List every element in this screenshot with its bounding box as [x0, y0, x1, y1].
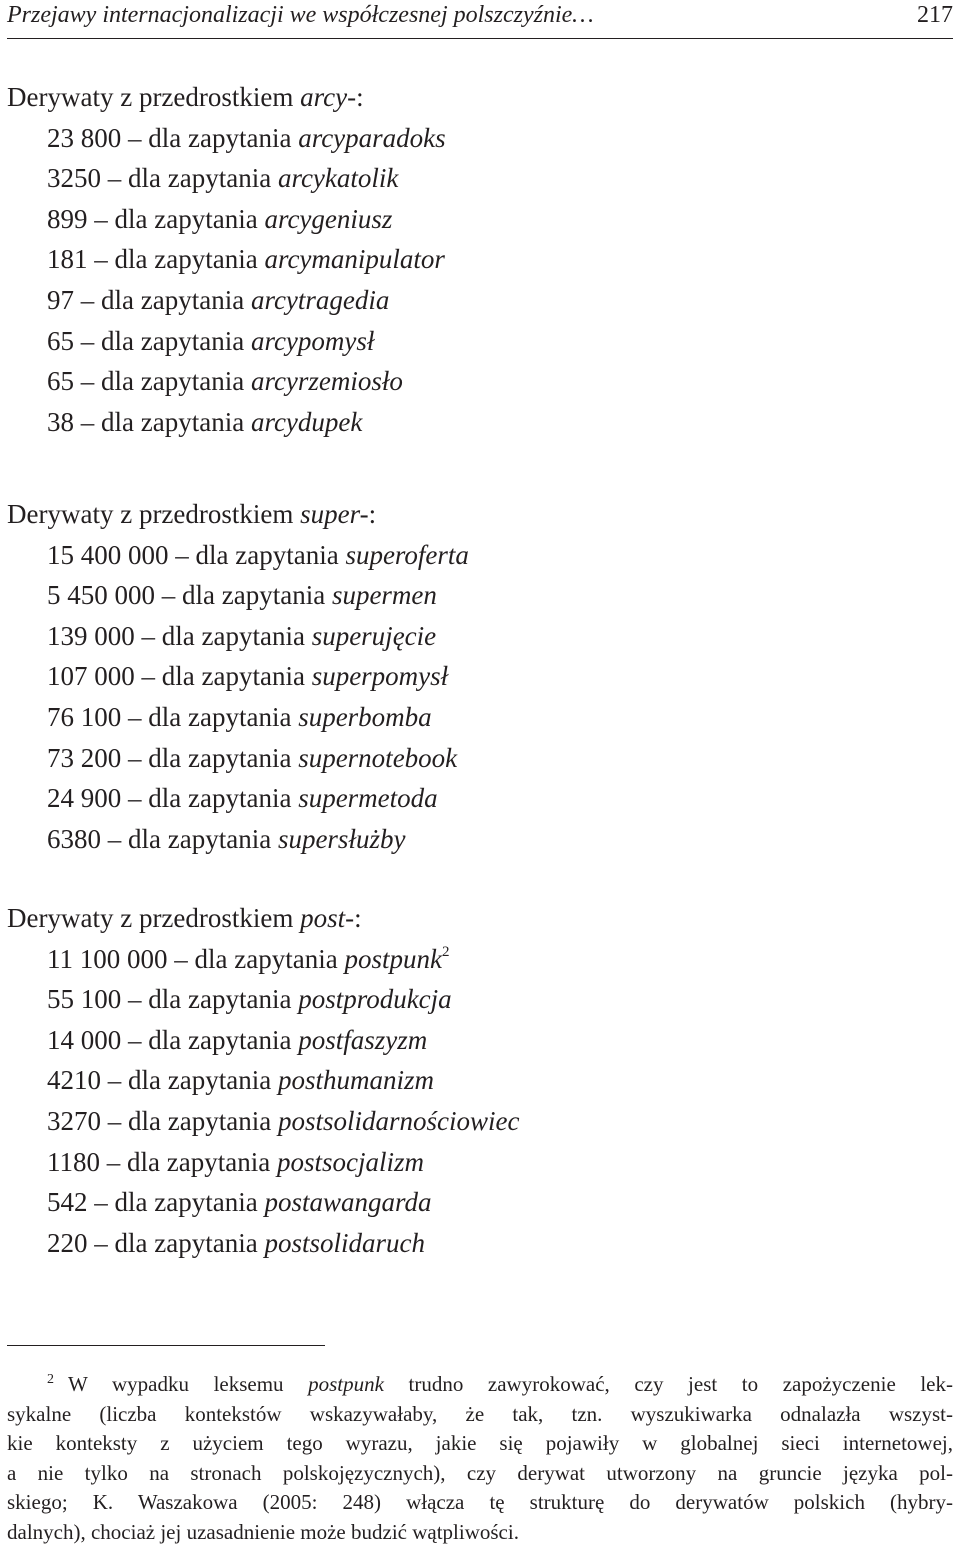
list-item: 14 000 – dla zapytania postfaszyzm	[47, 1024, 428, 1055]
list-item: 97 – dla zapytania arcytragedia	[47, 284, 390, 315]
list-item: 1180 – dla zapytania postsocjalizm	[47, 1146, 424, 1177]
section-post	[7, 898, 519, 1263]
footnote	[7, 1370, 953, 1548]
footnote-line: kie konteksty z użyciem tego wyrazu, jakie się pojawiły w globalnej sieci internetowej,	[7, 1431, 953, 1456]
section-heading: Derywaty z przedrostkiem super-:	[7, 499, 377, 529]
running-title: Przejawy internacjonalizacji we współczesnej polszczyźnie…	[7, 2, 594, 28]
list-item: 220 – dla zapytania postsolidaruch	[47, 1227, 425, 1258]
list-item: 55 100 – dla zapytania postprodukcja	[47, 984, 452, 1015]
running-header	[7, 0, 953, 39]
footnote-reference[interactable]: 2	[441, 943, 450, 960]
list-item: 181 – dla zapytania arcymanipulator	[47, 244, 445, 275]
list-item: 5 450 000 – dla zapytania supermen	[47, 580, 437, 611]
section-super	[7, 494, 469, 859]
footnote-line: $^2$ W wypadku leksemu postpunk trudno zawyrokować, czy jest to zapożyczenie lek-	[47, 1372, 953, 1396]
footnote-line: dalnych), chociaż jej uzasadnienie może budzić wątpliwości.	[7, 1519, 519, 1544]
footnote-line: a nie tylko na stronach polskojęzycznych), czy derywat utworzony na gruncie języka pol-	[7, 1460, 953, 1485]
list-item: 899 – dla zapytania arcygeniusz	[47, 203, 393, 234]
list-item: 3270 – dla zapytania postsolidarnościowiec	[47, 1105, 520, 1136]
list-item: 24 900 – dla zapytania supermetoda	[47, 783, 438, 814]
list-item: 15 400 000 – dla zapytania superoferta	[47, 539, 469, 570]
list-item: 3250 – dla zapytania arcykatolik	[47, 163, 399, 194]
list-item: 73 200 – dla zapytania supernotebook	[47, 742, 458, 773]
list-item: 23 800 – dla zapytania arcyparadoks	[47, 122, 446, 153]
list-item: 6380 – dla zapytania supersłużby	[47, 823, 406, 854]
footnote-divider	[7, 1345, 325, 1346]
footnote-line: skiego; K. Waszakowa (2005: 248) włącza tę strukturę do derywatów polskich (hybry-	[7, 1490, 953, 1515]
list-item: 76 100 – dla zapytania superbomba	[47, 701, 432, 732]
footnote-number: 2	[47, 1372, 54, 1387]
section-arcy	[7, 77, 446, 442]
list-item: 65 – dla zapytania arcyrzemiosło	[47, 366, 403, 397]
section-heading: Derywaty z przedrostkiem post-:	[7, 903, 362, 933]
footnote-line: sykalne (liczba kontekstów wskazywałaby, że tak, tzn. wyszukiwarka odnalazła wszyst-	[7, 1401, 953, 1426]
list-item: 38 – dla zapytania arcydupek	[47, 406, 363, 437]
page-number: 217	[917, 2, 953, 28]
list-item: 65 – dla zapytania arcypomysł	[47, 325, 375, 356]
list-item: 139 000 – dla zapytania superujęcie	[47, 620, 437, 651]
list-item: 11 100 000 – dla zapytania postpunk$^2$	[47, 943, 450, 974]
list-item: 542 – dla zapytania postawangarda	[47, 1187, 432, 1218]
list-item: 107 000 – dla zapytania superpomysł	[47, 661, 449, 692]
list-item: 4210 – dla zapytania posthumanizm	[47, 1065, 434, 1096]
section-heading: Derywaty z przedrostkiem arcy-:	[7, 82, 364, 112]
